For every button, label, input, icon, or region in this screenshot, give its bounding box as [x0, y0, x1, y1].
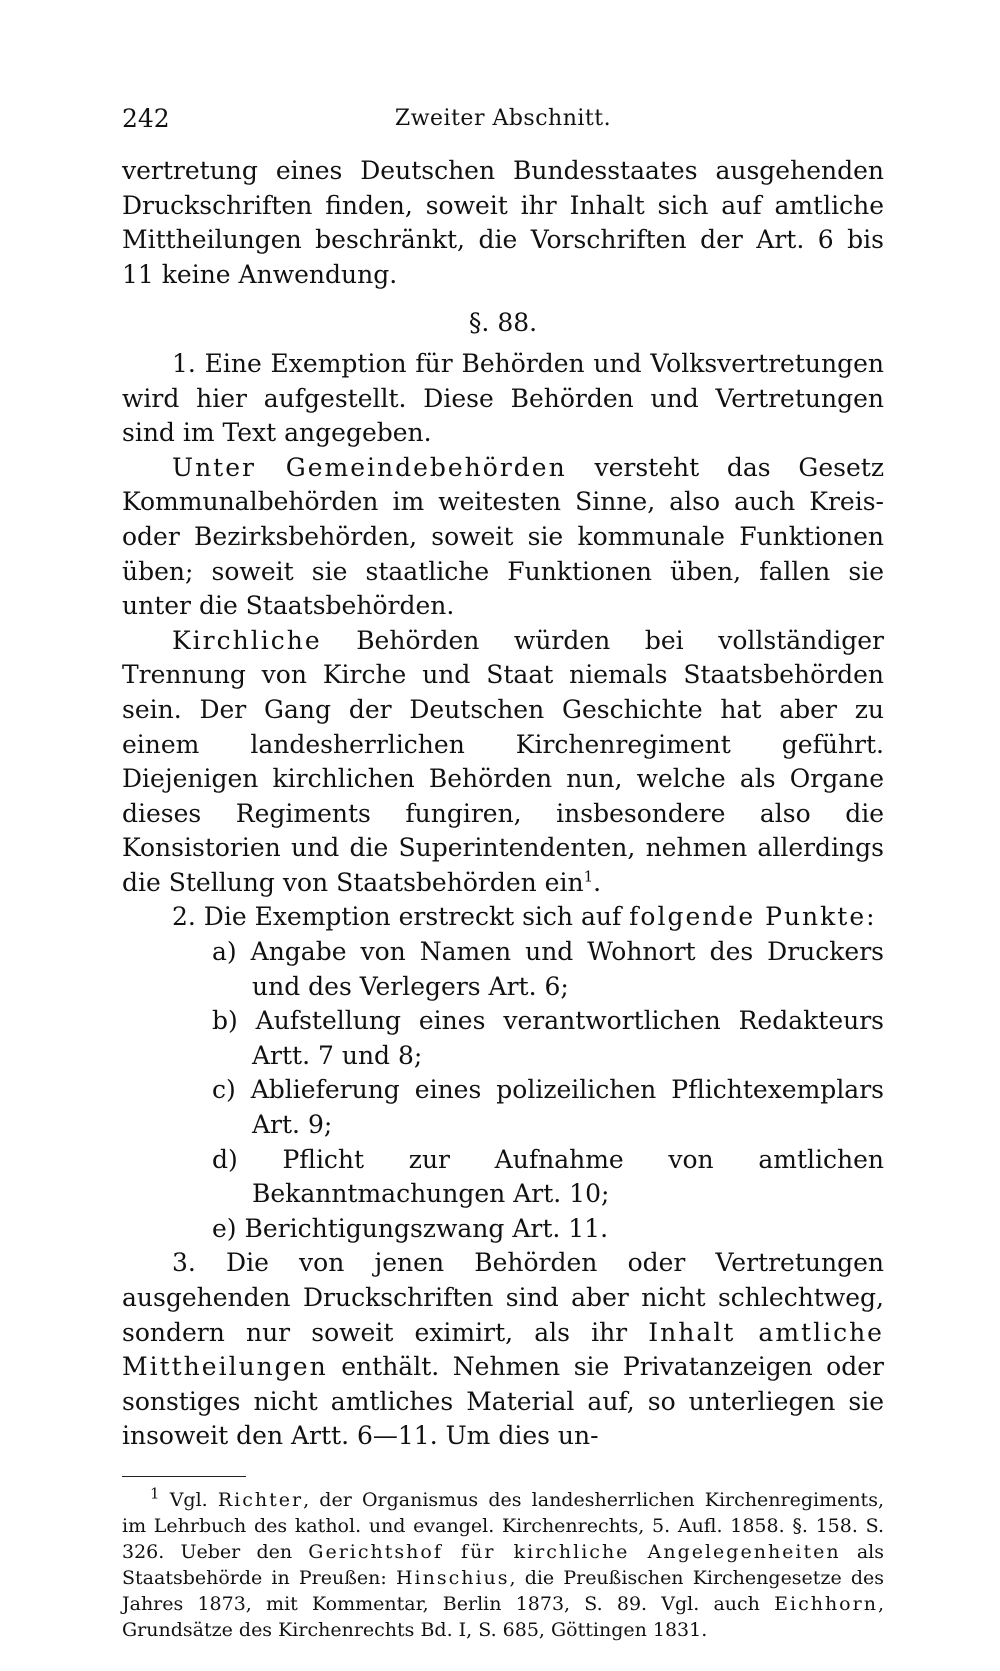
page-number: 242 — [122, 104, 170, 133]
paragraph-punkte — [122, 900, 884, 935]
paragraph-text: Behörden würden bei vollständiger Trennung von Kirche und Staat niemals Staatsbehörden sein. Der Gang der Deutschen Geschichte hat aber zu einem landesherrlichen Kirchenregiment geführt. Diejenigen kirchlichen Behörden nun, welche als Organe dieses Regiments fungiren, insbesondere also die Konsistorien und die Superintendenten, nehmen allerdings die Stellung von Staatsbehörden ein — [122, 625, 884, 897]
page-header — [122, 104, 884, 144]
emphasis-term: folgende Punkte: — [629, 902, 877, 932]
footnote-text — [122, 1484, 884, 1643]
paragraph-continued: vertretung eines Deutschen Bundesstaates ausgehenden Druckschriften finden, soweit ihr Inhalt sich auf amtliche Mittheilungen beschränkt, die Vorschriften der Art. 6 bis 11 keine Anwendung. — [122, 156, 884, 289]
main-text — [122, 154, 884, 1454]
footnote — [122, 1484, 884, 1643]
list-item: a) Angabe von Namen und Wohnort des Druckers und des Verlegers Art. 6; — [212, 937, 884, 1001]
emphasis-term: Kirchliche — [172, 625, 322, 655]
paragraph-text: versteht das Gesetz Kommunalbehörden im weitesten Sinne, also auch Kreis- oder Bezirksbehörden, soweit sie kommunale Funktionen üben; soweit sie staatliche Funktionen üben, fallen sie unter die Staatsbehörden. — [122, 452, 884, 621]
footnote-fragment: als Staatsbehörde in Preußen: — [122, 1540, 884, 1589]
list-item: d) Pflicht zur Aufnahme von amtlichen Bekanntmachungen Art. 10; — [212, 1144, 884, 1209]
author-name: Hinschius — [395, 1566, 510, 1589]
footnote-fragment: , der Organismus des landesherrlichen Kirchenregiments, im Lehrbuch des kathol. und evangel. Kirchenrechts, 5. Aufl. 1858. §. 158. S. 326. Ueber den — [122, 1488, 884, 1563]
list-item: b) Aufstellung eines verantwortlichen Redakteurs Artt. 7 und 8; — [212, 1006, 884, 1070]
paragraph-text: enthält. Nehmen sie Privatanzeigen oder sonstiges nicht amtliches Material auf, so unterliegen sie insoweit den Artt. 6—11. Um dies un- — [122, 1352, 884, 1451]
running-head: Zweiter Abschnitt. — [394, 106, 612, 131]
paragraph-end: . — [593, 867, 602, 897]
footnote-fragment: , Grundsätze des Kirchenrechts Bd. I, S. 685, Göttingen 1831. — [122, 1592, 884, 1641]
footnote-fragment: , die Preußischen Kirchengesetze des Jahres 1873, mit Kommentar, Berlin 1873, S. 89. Vgl. auch — [122, 1566, 884, 1615]
section-heading: §. 88. — [468, 308, 538, 338]
paragraph-text: 2. Die Exemption erstreckt sich auf — [172, 902, 630, 932]
list-item: e) Berichtigungszwang Art. 11. — [212, 1213, 609, 1243]
footnote-reference: 1 — [583, 867, 594, 886]
footnote-divider — [122, 1476, 246, 1477]
emphasis-term: Unter Gemeindebehörden — [172, 452, 567, 482]
paragraph-text: 3. Die von jenen Behörden oder Vertretungen ausgehenden Druckschriften sind aber nicht schlechtweg, sondern nur soweit eximirt, als ihr — [122, 1248, 884, 1347]
emphasis-term: Gerichtshof für kirchliche Angelegenheiten — [308, 1540, 841, 1563]
paragraph-druckschriften — [122, 1246, 884, 1454]
author-name: Richter — [217, 1488, 304, 1511]
emphasis-term: Inhalt amtliche Mittheilungen — [122, 1317, 884, 1382]
paragraph-kirchliche — [122, 624, 884, 901]
list-item: c) Ablieferung eines polizeilichen Pflichtexemplars Art. 9; — [212, 1075, 884, 1140]
paragraph-exemption: 1. Eine Exemption für Behörden und Volksvertretungen wird hier aufgestellt. Diese Behörden und Vertretungen sind im Text angegeben. — [122, 348, 884, 448]
footnote-fragment: Vgl. — [159, 1488, 218, 1511]
footnote-marker: 1 — [150, 1484, 160, 1503]
author-name: Eichhorn — [774, 1592, 878, 1615]
paragraph-gemeindebehoerden — [122, 451, 884, 624]
